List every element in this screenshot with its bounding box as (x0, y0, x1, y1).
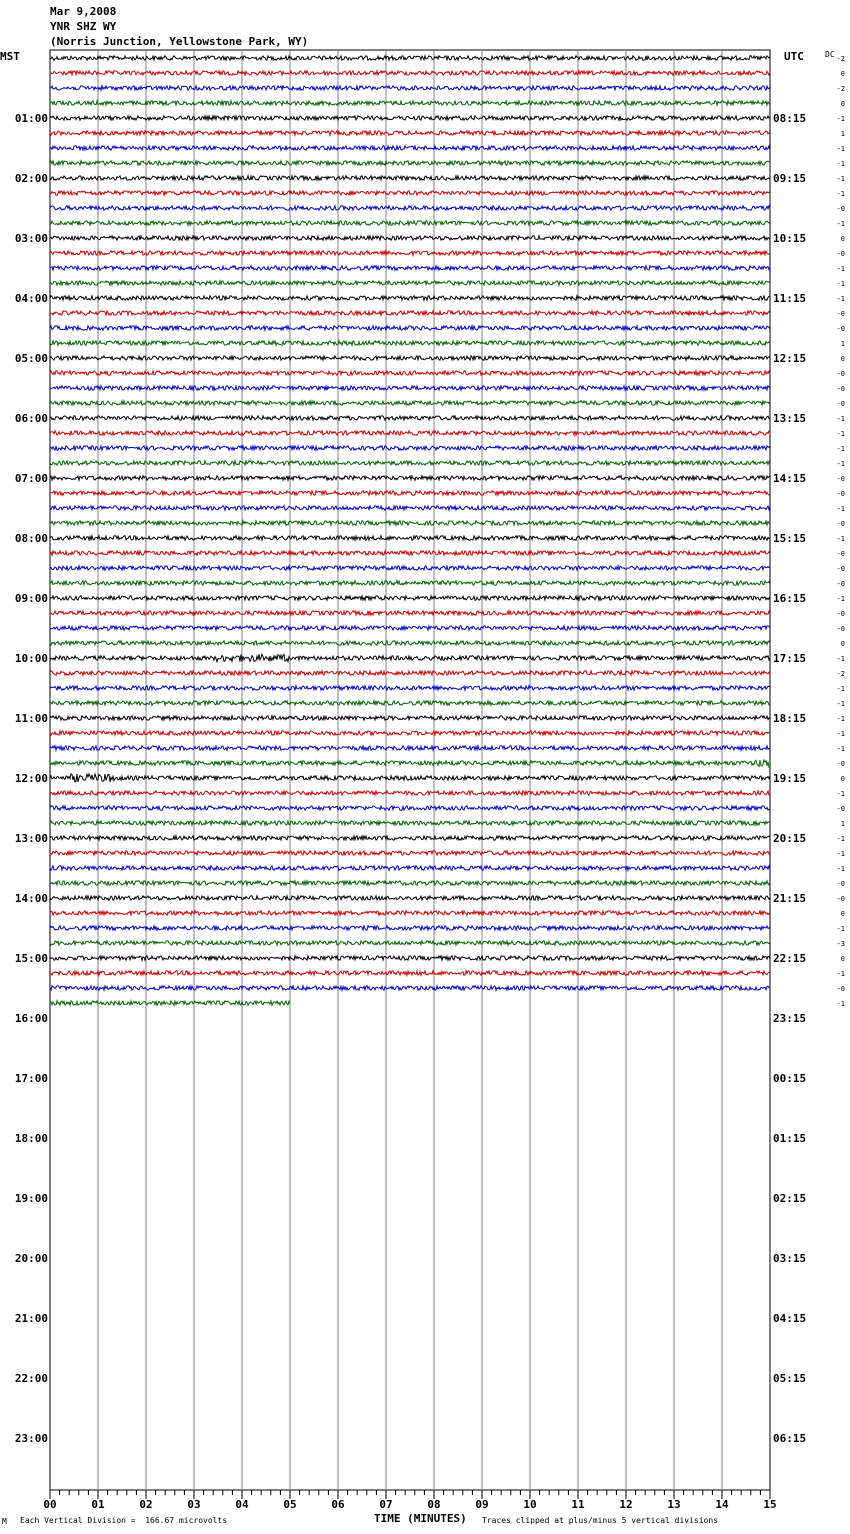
trace-row-1 (50, 71, 770, 75)
mst-hour-label-21: 22:00 (14, 1372, 48, 1385)
trace-row-36 (50, 596, 770, 600)
dc-offset-61: -1 (836, 970, 845, 978)
trace-row-6 (50, 146, 770, 150)
dc-offset-5: 1 (840, 130, 845, 138)
mst-hour-label-7: 08:00 (14, 532, 48, 545)
trace-row-24 (50, 416, 770, 420)
dc-offset-46: -1 (836, 745, 845, 753)
trace-row-2 (50, 86, 770, 90)
mst-hour-label-4: 05:00 (14, 352, 48, 365)
utc-hour-label-8: 16:15 (773, 592, 807, 605)
mst-hour-label-14: 15:00 (14, 952, 48, 965)
dc-offset-2: -2 (836, 85, 845, 93)
mst-hour-label-19: 20:00 (14, 1252, 48, 1265)
header-date: Mar 9,2008 (50, 5, 117, 18)
trace-row-27 (50, 461, 770, 465)
dc-offset-48: 0 (840, 775, 845, 783)
dc-offset-11: -1 (836, 220, 845, 228)
trace-row-19 (50, 341, 770, 345)
x-tick-label-15: 15 (763, 1498, 777, 1511)
trace-row-7 (50, 161, 770, 165)
utc-hour-label-11: 19:15 (773, 772, 807, 785)
utc-hour-label-7: 15:15 (773, 532, 807, 545)
dc-offset-32: -1 (836, 535, 845, 543)
trace-row-10 (50, 206, 770, 210)
trace-row-48 (50, 774, 770, 782)
x-tick-label-13: 13 (667, 1498, 681, 1511)
utc-hour-label-4: 12:15 (773, 352, 807, 365)
dc-offset-62: -0 (836, 985, 845, 993)
dc-offset-35: -0 (836, 580, 845, 588)
utc-hour-label-13: 21:15 (773, 892, 807, 905)
x-tick-label-05: 05 (283, 1498, 297, 1511)
utc-hour-label-10: 18:15 (773, 712, 807, 725)
dc-offset-57: 0 (840, 910, 845, 918)
trace-row-22 (50, 386, 770, 390)
dc-offset-45: -1 (836, 730, 845, 738)
x-tick-label-10: 10 (523, 1498, 537, 1511)
trace-row-30 (50, 506, 770, 510)
clip-note: Traces clipped at plus/minus 5 vertical divisions (482, 1516, 719, 1525)
trace-row-23 (50, 401, 770, 405)
trace-row-0 (50, 56, 770, 60)
mst-hour-label-15: 16:00 (14, 1012, 48, 1025)
left-zone-label: MST (0, 50, 20, 63)
trace-row-5 (50, 131, 770, 135)
dc-offset-14: -1 (836, 265, 845, 273)
trace-row-63 (50, 1001, 290, 1005)
trace-row-12 (50, 236, 770, 240)
dc-offset-21: -0 (836, 370, 845, 378)
trace-row-55 (50, 881, 770, 885)
trace-row-44 (50, 716, 770, 720)
x-tick-label-04: 04 (235, 1498, 249, 1511)
trace-row-32 (50, 536, 770, 540)
dc-offset-28: -0 (836, 475, 845, 483)
dc-offset-15: -1 (836, 280, 845, 288)
mst-hour-label-3: 04:00 (14, 292, 48, 305)
dc-offset-58: -1 (836, 925, 845, 933)
mst-hour-label-12: 13:00 (14, 832, 48, 845)
trace-row-50 (50, 806, 770, 810)
trace-row-21 (50, 371, 770, 375)
utc-hour-label-5: 13:15 (773, 412, 807, 425)
trace-row-54 (50, 866, 770, 870)
trace-row-41 (50, 671, 770, 675)
trace-row-53 (50, 851, 770, 855)
dc-offset-4: -1 (836, 115, 845, 123)
vertical-division-note: Each Vertical Division = 166.67 microvolts (20, 1516, 228, 1525)
dc-offset-10: -0 (836, 205, 845, 213)
mst-hour-label-16: 17:00 (14, 1072, 48, 1085)
dc-offset-40: -1 (836, 655, 845, 663)
trace-row-47 (50, 760, 770, 767)
utc-hour-label-1: 09:15 (773, 172, 807, 185)
trace-row-9 (50, 191, 770, 195)
dc-offset-25: -1 (836, 430, 845, 438)
trace-row-43 (50, 701, 770, 705)
trace-row-58 (50, 926, 770, 930)
trace-row-57 (50, 911, 770, 915)
dc-offset-18: -0 (836, 325, 845, 333)
dc-offset-27: -1 (836, 460, 845, 468)
trace-row-29 (50, 491, 770, 495)
utc-hour-label-20: 04:15 (773, 1312, 807, 1325)
utc-hour-label-21: 05:15 (773, 1372, 807, 1385)
trace-row-11 (50, 221, 770, 225)
dc-offset-8: -1 (836, 175, 845, 183)
dc-offset-52: -1 (836, 835, 845, 843)
x-tick-label-07: 07 (379, 1498, 393, 1511)
dc-offset-33: -0 (836, 550, 845, 558)
dc-offset-3: 0 (840, 100, 845, 108)
trace-row-14 (50, 266, 770, 270)
trace-row-8 (50, 176, 770, 180)
trace-row-52 (50, 836, 770, 840)
trace-row-18 (50, 326, 770, 330)
x-tick-label-02: 02 (139, 1498, 153, 1511)
dc-offset-54: -1 (836, 865, 845, 873)
utc-hour-label-18: 02:15 (773, 1192, 807, 1205)
plot-frame (50, 50, 770, 1490)
mst-hour-label-22: 23:00 (14, 1432, 48, 1445)
trace-row-31 (50, 521, 770, 525)
x-tick-label-14: 14 (715, 1498, 729, 1511)
utc-hour-label-22: 06:15 (773, 1432, 807, 1445)
dc-offset-29: -0 (836, 490, 845, 498)
x-tick-label-11: 11 (571, 1498, 585, 1511)
dc-offset-22: -0 (836, 385, 845, 393)
dc-offset-37: -0 (836, 610, 845, 618)
dc-offset-17: -0 (836, 310, 845, 318)
corner-mark: M (2, 1517, 7, 1526)
trace-row-61 (50, 971, 770, 975)
dc-offset-39: 0 (840, 640, 845, 648)
dc-offset-30: -1 (836, 505, 845, 513)
trace-row-3 (50, 101, 770, 105)
dc-offset-53: -1 (836, 850, 845, 858)
trace-row-34 (50, 566, 770, 570)
dc-label: DC (825, 50, 835, 59)
trace-row-46 (50, 746, 770, 750)
x-tick-label-06: 06 (331, 1498, 345, 1511)
mst-hour-label-6: 07:00 (14, 472, 48, 485)
mst-hour-label-17: 18:00 (14, 1132, 48, 1145)
trace-row-17 (50, 311, 770, 315)
dc-offset-42: -1 (836, 685, 845, 693)
dc-offset-7: -1 (836, 160, 845, 168)
trace-row-42 (50, 686, 770, 690)
dc-offset-24: -1 (836, 415, 845, 423)
trace-row-33 (50, 551, 770, 555)
dc-offset-44: -1 (836, 715, 845, 723)
mst-hour-label-20: 21:00 (14, 1312, 48, 1325)
utc-hour-label-3: 11:15 (773, 292, 807, 305)
dc-offset-43: -1 (836, 700, 845, 708)
dc-offset-13: -0 (836, 250, 845, 258)
trace-row-56 (50, 896, 770, 900)
x-tick-label-00: 00 (43, 1498, 57, 1511)
trace-row-13 (50, 251, 770, 255)
dc-offset-0: -2 (836, 55, 845, 63)
dc-offset-12: 0 (840, 235, 845, 243)
x-tick-label-08: 08 (427, 1498, 441, 1511)
dc-offset-31: -0 (836, 520, 845, 528)
mst-hour-label-0: 01:00 (14, 112, 48, 125)
dc-offset-6: -1 (836, 145, 845, 153)
dc-offset-9: -1 (836, 190, 845, 198)
mst-hour-label-8: 09:00 (14, 592, 48, 605)
dc-offset-34: -0 (836, 565, 845, 573)
dc-offset-56: -0 (836, 895, 845, 903)
mst-hour-label-5: 06:00 (14, 412, 48, 425)
dc-offset-16: -1 (836, 295, 845, 303)
x-tick-label-03: 03 (187, 1498, 201, 1511)
utc-hour-label-14: 22:15 (773, 952, 807, 965)
dc-offset-50: -0 (836, 805, 845, 813)
dc-offset-36: -1 (836, 595, 845, 603)
dc-offset-60: 0 (840, 955, 845, 963)
utc-hour-label-0: 08:15 (773, 112, 807, 125)
trace-row-25 (50, 431, 770, 435)
trace-row-62 (50, 986, 770, 990)
dc-offset-41: -2 (836, 670, 845, 678)
utc-hour-label-12: 20:15 (773, 832, 807, 845)
trace-row-35 (50, 581, 770, 585)
trace-row-39 (50, 641, 770, 645)
mst-hour-label-13: 14:00 (14, 892, 48, 905)
utc-hour-label-15: 23:15 (773, 1012, 807, 1025)
dc-offset-49: -1 (836, 790, 845, 798)
trace-row-15 (50, 281, 770, 285)
header-location: (Norris Junction, Yellowstone Park, WY) (50, 35, 309, 48)
trace-row-26 (50, 446, 770, 450)
trace-row-38 (50, 626, 770, 630)
dc-offset-47: -0 (836, 760, 845, 768)
trace-row-40 (50, 654, 770, 662)
trace-row-60 (50, 956, 770, 960)
right-zone-label: UTC (784, 50, 804, 63)
utc-hour-label-17: 01:15 (773, 1132, 807, 1145)
trace-row-37 (50, 611, 770, 615)
dc-offset-26: -1 (836, 445, 845, 453)
mst-hour-label-18: 19:00 (14, 1192, 48, 1205)
utc-hour-label-6: 14:15 (773, 472, 807, 485)
trace-row-59 (50, 941, 770, 945)
trace-row-51 (50, 821, 770, 825)
dc-offset-59: -3 (836, 940, 845, 948)
mst-hour-label-11: 12:00 (14, 772, 48, 785)
dc-offset-1: 0 (840, 70, 845, 78)
dc-offset-51: 1 (840, 820, 845, 828)
utc-hour-label-19: 03:15 (773, 1252, 807, 1265)
x-tick-label-12: 12 (619, 1498, 633, 1511)
trace-row-4 (50, 116, 770, 120)
x-tick-label-09: 09 (475, 1498, 489, 1511)
trace-row-49 (50, 791, 770, 795)
utc-hour-label-2: 10:15 (773, 232, 807, 245)
header-station: YNR SHZ WY (50, 20, 117, 33)
trace-row-28 (50, 476, 770, 480)
trace-row-16 (50, 296, 770, 300)
mst-hour-label-10: 11:00 (14, 712, 48, 725)
dc-offset-55: -0 (836, 880, 845, 888)
mst-hour-label-9: 10:00 (14, 652, 48, 665)
mst-hour-label-2: 03:00 (14, 232, 48, 245)
dc-offset-19: 1 (840, 340, 845, 348)
utc-hour-label-16: 00:15 (773, 1072, 807, 1085)
dc-offset-38: -0 (836, 625, 845, 633)
trace-row-45 (50, 731, 770, 735)
x-tick-label-01: 01 (91, 1498, 105, 1511)
dc-offset-20: 0 (840, 355, 845, 363)
trace-row-20 (50, 356, 770, 360)
dc-offset-63: -1 (836, 1000, 845, 1008)
utc-hour-label-9: 17:15 (773, 652, 807, 665)
dc-offset-23: -0 (836, 400, 845, 408)
x-axis-title: TIME (MINUTES) (374, 1512, 467, 1525)
mst-hour-label-1: 02:00 (14, 172, 48, 185)
